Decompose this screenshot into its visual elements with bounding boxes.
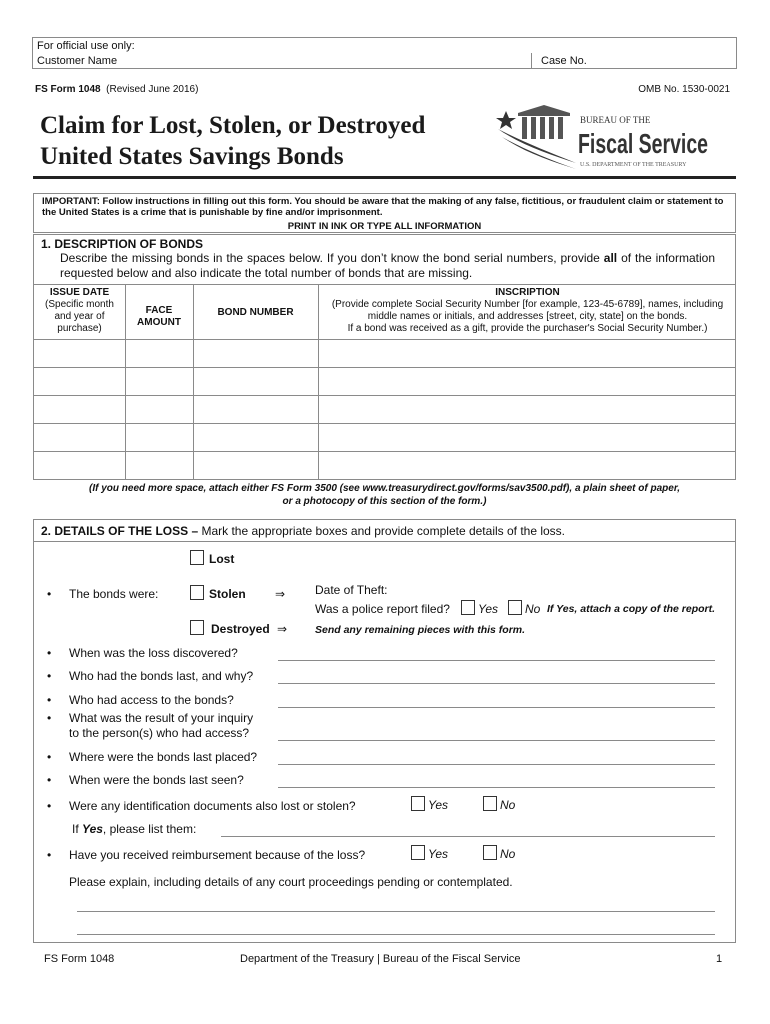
police-report-yes-checkbox[interactable] xyxy=(461,600,475,615)
logo-swoosh xyxy=(498,129,576,163)
logo-column xyxy=(522,117,527,139)
important-text: IMPORTANT: Follow instructions in filling out this form. You should be aware that the making of any false, fictitious, or fraudulent claim or statement to the United States is a crime that is punishable by fine and/or imprisonment. xyxy=(42,196,724,218)
q-discovered-label: When was the loss discovered? xyxy=(69,646,238,660)
bullet: • xyxy=(47,646,52,660)
official-use-label: For official use only: xyxy=(37,40,135,52)
footer-department: Department of the Treasury | Bureau of the Fiscal Service xyxy=(240,953,521,965)
page-title xyxy=(40,110,425,172)
q-placed-field[interactable] xyxy=(278,764,715,765)
logo-fiscal-service-text: Fiscal Service xyxy=(578,128,708,159)
lost-checkbox[interactable] xyxy=(190,550,204,565)
stolen-label: Stolen xyxy=(209,587,246,601)
id-docs-no-label: No xyxy=(500,798,516,812)
id-docs-yes-label: Yes xyxy=(428,798,449,812)
section1-title: 1. DESCRIPTION OF BONDS xyxy=(41,237,204,251)
print-instruction: PRINT IN INK OR TYPE ALL INFORMATION xyxy=(287,221,482,232)
explain-field-2[interactable] xyxy=(77,934,715,935)
face-amount-line-1: FACE xyxy=(145,305,173,316)
more-space-note-1: (If you need more space, attach either FS Form 3500 (see www.treasurydirect.gov/forms/sav3500.pdf), a plain sheet of paper, xyxy=(89,483,680,494)
q-reimburse-label: Have you received reimbursement because of the loss? xyxy=(69,848,366,862)
bullet: • xyxy=(47,693,52,707)
reimburse-yes-label: Yes xyxy=(428,847,449,861)
title-line-1: Claim for Lost, Stolen, or Destroyed xyxy=(40,112,426,139)
issue-date-title: ISSUE DATE xyxy=(49,287,110,298)
q-access-label: Who had access to the bonds? xyxy=(69,693,234,707)
fiscal-service-logo xyxy=(496,103,716,173)
bonds-were-label: The bonds were: xyxy=(69,587,159,601)
if-yes-list-label xyxy=(72,822,196,836)
more-space-note-2: or a photocopy of this section of the form.) xyxy=(282,496,487,507)
q-inquiry-field[interactable] xyxy=(278,740,715,741)
inscription-note-2: middle names or initials, and addresses [street, city, state] on the bonds. xyxy=(367,311,688,322)
reimburse-yes-checkbox[interactable] xyxy=(411,845,425,860)
bullet: • xyxy=(47,750,52,764)
logo-column xyxy=(540,117,545,139)
stolen-checkbox[interactable] xyxy=(190,585,204,600)
omb-number: OMB No. 1530-0021 xyxy=(638,84,730,95)
q-had-last-field[interactable] xyxy=(278,683,715,684)
issue-date-note-2: and year of xyxy=(54,311,105,322)
q-inquiry-label-2: to the person(s) who had access? xyxy=(69,726,250,740)
logo-pediment xyxy=(518,105,570,113)
q-had-last-label: Who had the bonds last, and why? xyxy=(69,669,254,683)
table-row-rule xyxy=(34,367,735,368)
id-docs-no-checkbox[interactable] xyxy=(483,796,497,811)
official-divider xyxy=(531,53,532,69)
bullet: • xyxy=(47,848,52,862)
section2-title-rest: Mark the appropriate boxes and provide complete details of the loss. xyxy=(198,524,566,538)
more-space-note xyxy=(33,482,736,508)
col-header-face-amount xyxy=(125,305,193,329)
if-yes-list-c: , please list them: xyxy=(102,822,197,836)
title-line-2: United States Savings Bonds xyxy=(40,143,344,170)
id-docs-list-field[interactable] xyxy=(221,836,715,837)
logo-column xyxy=(531,117,536,139)
col-header-issue-date xyxy=(34,287,125,335)
explain-label: Please explain, including details of any court proceedings pending or contemplated. xyxy=(69,875,513,889)
arrow-icon: ⇒ xyxy=(277,622,288,636)
bullet: • xyxy=(47,773,52,787)
logo-swoosh xyxy=(502,137,576,169)
reimburse-no-label: No xyxy=(500,847,516,861)
q-discovered-field[interactable] xyxy=(278,660,715,661)
date-of-theft-label: Date of Theft: xyxy=(315,583,388,597)
q-inquiry-label-1: What was the result of your inquiry xyxy=(69,711,254,725)
footer-form-id: FS Form 1048 xyxy=(44,953,115,965)
section2-title xyxy=(41,524,565,538)
logo-bureau-text: BUREAU OF THE xyxy=(580,115,651,125)
issue-date-note-3: purchase) xyxy=(57,323,102,334)
case-no-label: Case No. xyxy=(541,55,587,67)
official-use-box xyxy=(32,37,737,69)
destroyed-checkbox[interactable] xyxy=(190,620,204,635)
q-seen-label: When were the bonds last seen? xyxy=(69,773,244,787)
inscription-title: INSCRIPTION xyxy=(495,287,560,298)
logo-department-text: U.S. DEPARTMENT OF THE TREASURY xyxy=(580,162,687,168)
section1-desc-bold: all xyxy=(603,251,618,265)
logo-column xyxy=(549,117,554,139)
police-report-no-checkbox[interactable] xyxy=(508,600,522,615)
section1-description xyxy=(60,251,715,281)
send-remaining-note: Send any remaining pieces with this form. xyxy=(315,624,526,636)
police-report-no-label: No xyxy=(525,602,541,616)
q-access-field[interactable] xyxy=(278,707,715,708)
table-header-top-rule xyxy=(34,284,735,285)
col-header-inscription xyxy=(318,287,737,335)
explain-field-1[interactable] xyxy=(77,911,715,912)
table-row-rule xyxy=(34,451,735,452)
section-details-of-loss xyxy=(33,519,736,943)
form-revised: (Revised June 2016) xyxy=(106,84,199,95)
bullet: • xyxy=(47,711,52,725)
logo-star-icon xyxy=(496,111,516,129)
police-report-yes-label: Yes xyxy=(478,602,499,616)
table-row-rule xyxy=(34,423,735,424)
if-yes-list-a: If xyxy=(72,822,83,836)
attach-report-note: If Yes, attach a copy of the report. xyxy=(547,603,716,615)
arrow-icon: ⇒ xyxy=(275,587,286,601)
form-id: FS Form 1048 xyxy=(35,84,101,95)
destroyed-label: Destroyed xyxy=(211,622,270,636)
q-seen-field[interactable] xyxy=(278,787,715,788)
section2-title-bold: 2. DETAILS OF THE LOSS – xyxy=(41,524,199,538)
q-placed-label: Where were the bonds last placed? xyxy=(69,750,258,764)
section2-titlebar xyxy=(34,520,735,542)
footer-page-number: 1 xyxy=(716,953,723,965)
face-amount-line-2: AMOUNT xyxy=(137,317,181,328)
issue-date-note-1: (Specific month xyxy=(45,299,114,310)
lost-label: Lost xyxy=(209,552,235,566)
bullet: • xyxy=(47,669,52,683)
header-rule xyxy=(33,176,736,179)
if-yes-list-b: Yes xyxy=(82,822,103,836)
bullet: • xyxy=(47,587,52,601)
table-row-rule xyxy=(34,395,735,396)
col-header-bond-number: BOND NUMBER xyxy=(217,307,294,318)
logo-entablature xyxy=(518,113,570,116)
reimburse-no-checkbox[interactable] xyxy=(483,845,497,860)
form-number xyxy=(35,84,198,95)
bullet: • xyxy=(47,799,52,813)
q-id-docs-label: Were any identification documents also lost or stolen? xyxy=(69,799,356,813)
police-report-label: Was a police report filed? xyxy=(315,602,450,616)
important-notice xyxy=(33,193,736,233)
table-row-rule xyxy=(34,339,735,340)
section1-desc-b: of the information requested below and also indicate the total number of bonds that are missing. xyxy=(60,251,715,280)
logo-column xyxy=(558,117,563,139)
id-docs-yes-checkbox[interactable] xyxy=(411,796,425,811)
inscription-note-1: (Provide complete Social Security Number [for example, 123-45-6789], names, including xyxy=(331,299,724,310)
inscription-note-3: If a bond was received as a gift, provide the purchaser's Social Security Number.) xyxy=(347,323,708,334)
customer-name-label: Customer Name xyxy=(37,55,118,67)
section1-desc-a: Describe the missing bonds in the spaces below. If you don’t know the bond serial numbers, provide xyxy=(60,251,604,265)
section-description-of-bonds xyxy=(33,234,736,480)
